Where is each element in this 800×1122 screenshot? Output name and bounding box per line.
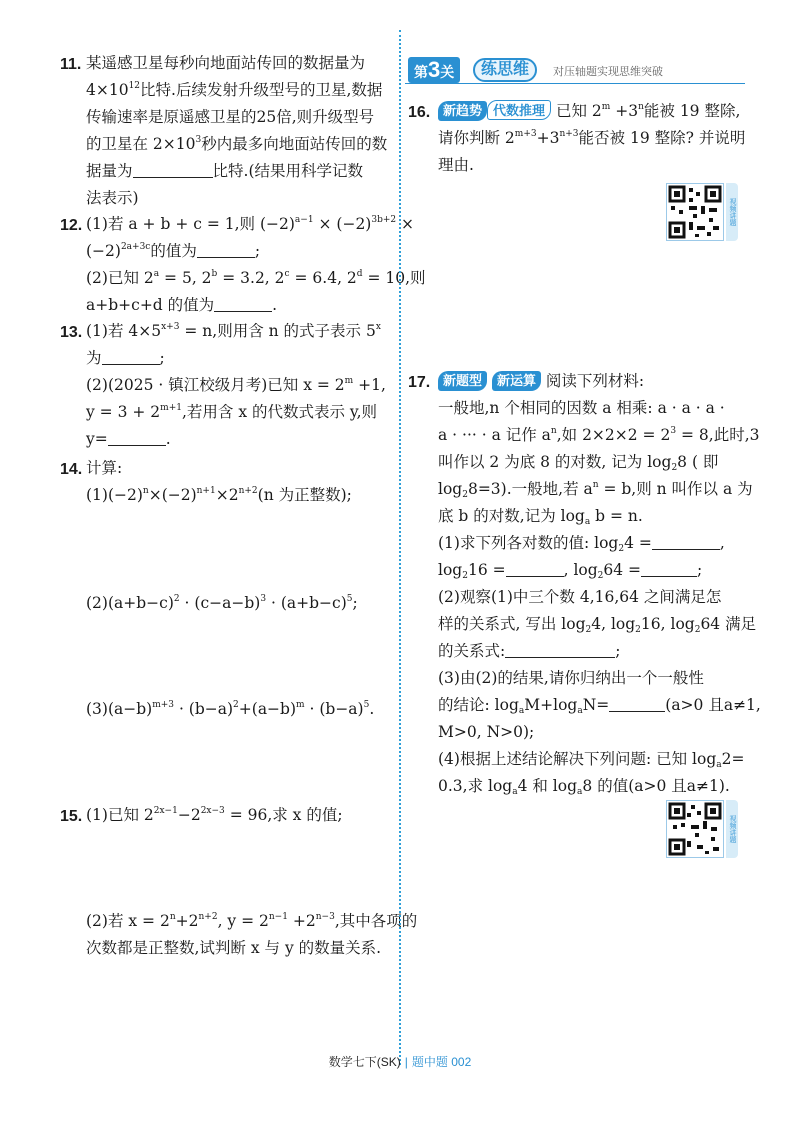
tag-new-trend: 新趋势 — [438, 101, 487, 121]
q17-log2-16-blank[interactable] — [506, 561, 564, 577]
q12-2-answer-blank[interactable] — [214, 296, 272, 312]
tag-new-operation: 新运算 — [492, 371, 541, 391]
column-divider — [399, 30, 401, 1065]
question-13: (1)若 $4\times 5^{x+3} = n$,则用含 n 的式子表示 5$^x$ 为 ; (2)(2025 · 镇江校级月考)已知 $x = 2^m +1$, $y = 3 + 2^{m+1}$,若用含 x 的代数式表示 y,则 y= . — [86, 322, 386, 448]
q17-log2-64-blank[interactable] — [641, 561, 697, 577]
question-14-part-2: $(2)(a+b-c)^2 \cdot (c-a-b)^3 \cdot (a+b-c)^5$; — [86, 594, 358, 612]
q13-2-answer-blank[interactable] — [108, 430, 166, 446]
q16-number: 16. — [408, 104, 431, 121]
q17-relation-blank[interactable] — [505, 642, 615, 658]
q13-number: 13. — [60, 324, 83, 341]
question-14-part-3: $(3)(a-b)^{m+3} \cdot (b-a)^2+(a-b)^m \cdot (b-a)^5$. — [86, 700, 375, 718]
section-label: 练思维 — [473, 58, 537, 82]
question-12: (1)若 a + b + c = 1,则 $(-2)^{a-1} \times (-2)^{3b+2}$ × $(-2)^{2a+3c}$的值为 ; (2)已知 $2^a = 5$, $2^b = 3.2$, $2^c = 6.4$, $2^d = 10$,则 a+b+c+d 的值为 . — [86, 215, 426, 314]
page-footer — [0, 1053, 800, 1070]
section-subtitle: 对压轴题实现思维突破 — [553, 66, 663, 78]
q15-number: 15. — [60, 808, 83, 825]
tag-algebra-reasoning: 代数推理 — [487, 100, 551, 120]
qr-side-label: 视频讲题 — [726, 800, 738, 858]
section-header — [405, 57, 745, 85]
question-17: 新题型 新运算 阅读下列材料: 一般地,n 个相同的因数 a 相乘: a · a · a · a · ··· · a 记作 $a^n$,如 $2\times 2\times 2 = 2^3 = 8$,此时,3 叫作以 2 为底 8 的对数, 记为 $\log_28$ ( 即 $\log_28=3$).一般地,若 $a^n = b$,则 n 叫作以 a 为 底 b 的对数,记为 $\log_a b = n$. (1)求下列各对数的值: $\log_24$ = , $\log_216$ = , $\log_264$ = ; (2)观察(1)中三个数 4,16,64 之间满足怎 样的关系式, 写出 $\log_24$, $\log_216$, $\log_264$ 满足 的关系式: ; (3)由(2)的结果,请你归纳出一个一般性 的结论: $\log_aM+\log_aN= (a>0$ 且a≠1, M>0, N>0); (4)根据上述结论解决下列问题: 已知 $\log_a2=$ 0.3,求 $\log_a4$ 和 $\log_a8$ 的值(a>0 且a≠1). — [438, 372, 761, 797]
qr-code-icon — [666, 183, 724, 241]
q14-number: 14. — [60, 461, 83, 478]
question-14-title: 计算: — [86, 459, 123, 477]
q17-log2-4-blank[interactable] — [652, 534, 720, 550]
level-badge: 第3关 — [408, 57, 460, 83]
header-underline — [405, 83, 745, 84]
qr-code-video-2[interactable] — [666, 800, 738, 858]
q11-answer-blank[interactable] — [133, 162, 213, 178]
footer-separator: | — [404, 1055, 408, 1069]
qr-code-video-1[interactable] — [666, 183, 738, 241]
q11-number: 11. — [60, 56, 82, 73]
qr-code-icon — [666, 800, 724, 858]
footer-page-label: 题中题 002 — [411, 1055, 472, 1069]
q13-1-answer-blank[interactable] — [102, 349, 160, 365]
question-16: 新趋势 代数推理 已知 $2^m +3^n$能被 19 整除, 请你判断 $2^{m+3}+3^{n+3}$能否被 19 整除? 并说明 理由. — [438, 102, 746, 174]
footer-book-title: 数学七下(SK) — [328, 1055, 401, 1069]
q17-general-conclusion-blank[interactable] — [609, 696, 665, 712]
question-11: 某遥感卫星每秒向地面站传回的数据量为 $4\times 10^{12}$比特.后续发射升级型号的卫星,数据 传输速率是原遥感卫星的25倍,则升级型号 的卫星在 $2\times 10^3$秒内最多向地面站传回的数 据量为 比特.(结果用科学记数 法表示) — [86, 54, 388, 207]
qr-side-label: 视频讲题 — [726, 183, 738, 241]
q12-number: 12. — [60, 217, 83, 234]
tag-new-type: 新题型 — [438, 371, 487, 391]
q17-number: 17. — [408, 374, 431, 391]
question-15-part-1: (1)已知 $2^{2x-1}-2^{2x-3} = 96$,求 x 的值; — [86, 806, 343, 824]
q12-1-answer-blank[interactable] — [197, 242, 255, 258]
question-14-part-1: $(1)(-2)^n\times(-2)^{n+1}\times 2^{n+2}(n$ 为正整数); — [86, 486, 352, 504]
question-15-part-2: (2)若 $x = 2^n+2^{n+2}$, $y = 2^{n-1} +2^{n-3}$,其中各项的 次数都是正整数,试判断 x 与 y 的数量关系. — [86, 912, 418, 957]
